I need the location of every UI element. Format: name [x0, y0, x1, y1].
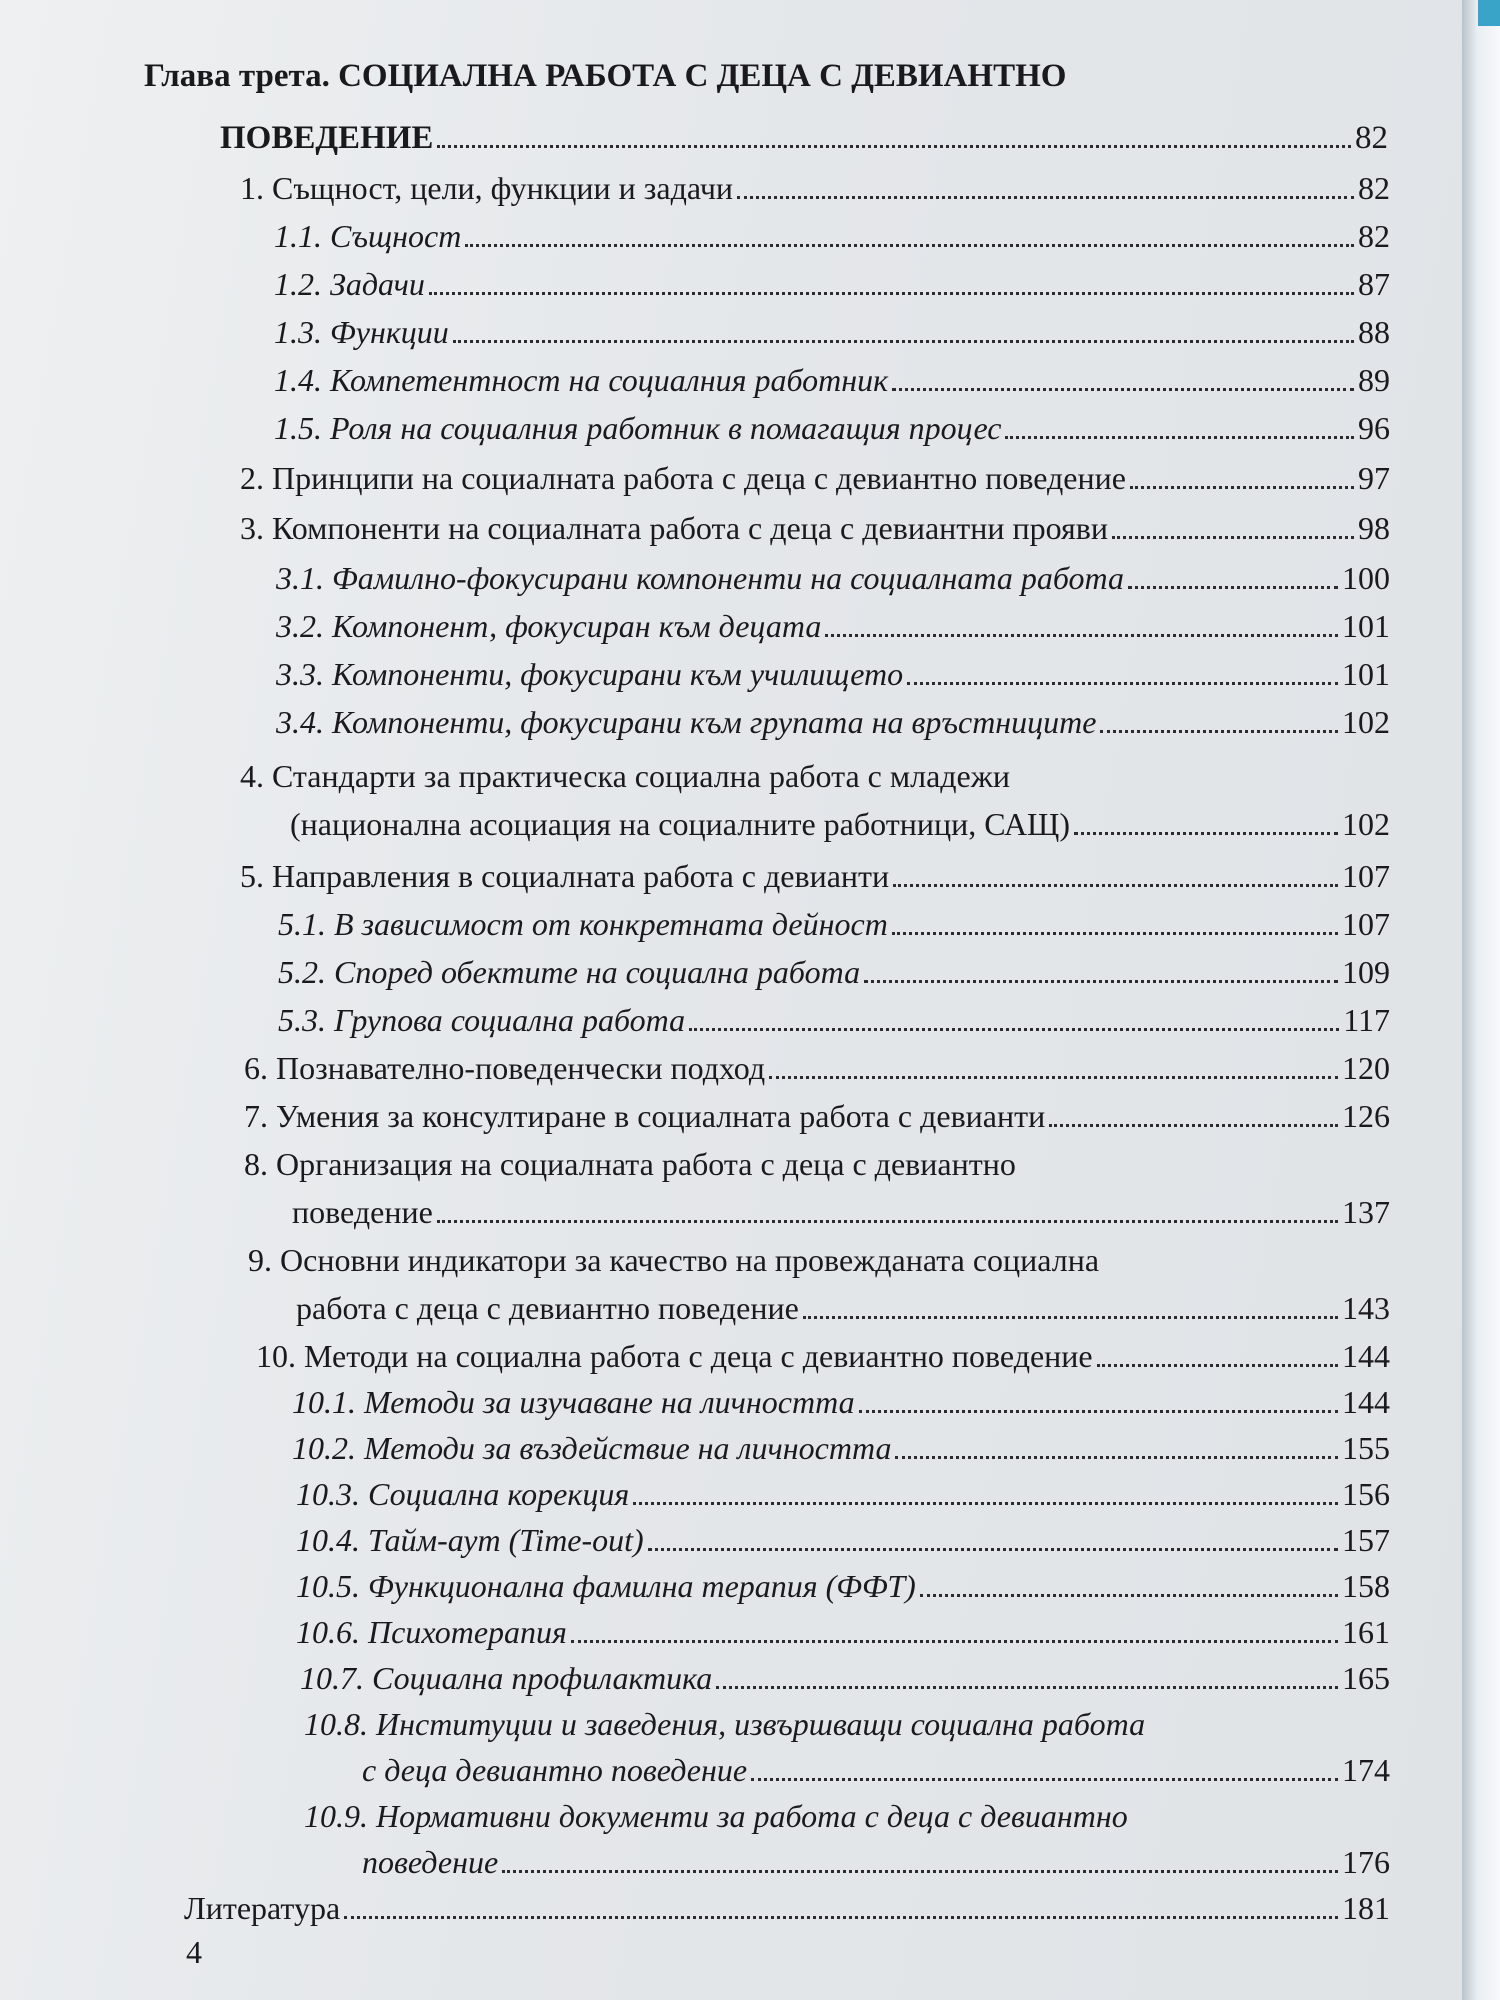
- entry-label: 2. Принципи на социалната работа с деца с девиантно поведение: [240, 460, 1126, 496]
- dot-leader: [1074, 832, 1338, 835]
- page-number: 88: [1358, 314, 1390, 350]
- dot-leader: [803, 1316, 1338, 1319]
- entry-label: 10.5. Функционална фамилна терапия (ФФТ): [296, 1568, 916, 1604]
- toc-entry[interactable]: [274, 408, 1390, 452]
- page-number: 96: [1358, 410, 1390, 446]
- toc-entry[interactable]: [300, 1658, 1390, 1702]
- page-number: 126: [1342, 1098, 1390, 1134]
- entry-label: 5.2. Според обектите на социална работа: [278, 954, 861, 990]
- footer-page-number: 4: [186, 1934, 202, 1970]
- toc-entry[interactable]: [274, 312, 1390, 356]
- page-number: 97: [1358, 460, 1390, 496]
- dot-leader: [1097, 1364, 1338, 1367]
- dot-leader: [1128, 586, 1338, 589]
- cover-corner: [1478, 0, 1500, 26]
- page-number: 158: [1342, 1568, 1390, 1604]
- toc-entry[interactable]: [276, 702, 1390, 746]
- entry-label: 3.2. Компонент, фокусиран към децата: [276, 608, 822, 644]
- entry-label: 3. Компоненти на социалната работа с деца с девиантни прояви: [240, 510, 1108, 546]
- toc-entry[interactable]: [296, 1566, 1390, 1610]
- toc-entry[interactable]: [292, 1192, 1390, 1236]
- dot-leader: [892, 932, 1338, 935]
- entry-label: 1.1. Същност: [274, 218, 462, 254]
- toc-entry[interactable]: [276, 558, 1390, 602]
- toc-entry[interactable]: [296, 1520, 1390, 1564]
- page-number: 107: [1342, 906, 1390, 942]
- toc-entry[interactable]: [276, 606, 1390, 650]
- page-number: 107: [1342, 858, 1390, 894]
- dot-leader: [344, 1916, 1338, 1919]
- entry-label: 3.3. Компоненти, фокусирани към училището: [276, 656, 904, 692]
- page-number: 143: [1342, 1290, 1390, 1326]
- toc-entry[interactable]: [278, 952, 1390, 996]
- entry-label: 10.6. Психотерапия: [296, 1614, 567, 1650]
- dot-leader: [429, 292, 1354, 295]
- toc-entry[interactable]: [244, 1096, 1390, 1140]
- page-number: 144: [1342, 1338, 1390, 1374]
- entry-label: 5.1. В зависимост от конкретната дейност: [278, 906, 888, 942]
- toc-entry[interactable]: [276, 654, 1390, 698]
- dot-leader: [437, 145, 1351, 148]
- page-number: 176: [1342, 1844, 1390, 1880]
- page-number: 157: [1342, 1522, 1390, 1558]
- toc-entry-bibliography[interactable]: [184, 1888, 1390, 1932]
- page-number: 117: [1343, 1002, 1390, 1038]
- entry-label: 1. Същност, цели, функции и задачи: [240, 170, 734, 206]
- toc-entry[interactable]: [362, 1842, 1390, 1886]
- dot-leader: [571, 1640, 1338, 1643]
- dot-leader: [769, 1076, 1338, 1079]
- entry-label: 10.7. Социална профилактика: [300, 1660, 713, 1696]
- entry-label: 10.2. Методи за въздействие на личността: [292, 1430, 892, 1466]
- entry-label: 1.2. Задачи: [274, 266, 425, 302]
- entry-label: 7. Умения за консултиране в социалната работа с девианти: [244, 1098, 1046, 1134]
- page-number: 98: [1358, 510, 1390, 546]
- entry-label: с деца девиантно поведение: [362, 1752, 748, 1788]
- chapter-title-line1: Глава трета. СОЦИАЛНА РАБОТА С ДЕЦА С ДЕВИАНТНО: [144, 58, 1067, 94]
- page-number: 165: [1342, 1660, 1390, 1696]
- page-number: 102: [1342, 806, 1390, 842]
- toc-entry[interactable]: [296, 1288, 1390, 1332]
- dot-leader: [1005, 436, 1354, 439]
- page-number: 101: [1342, 656, 1390, 692]
- page-number: 156: [1342, 1476, 1390, 1512]
- dot-leader: [1100, 730, 1338, 733]
- toc-entry[interactable]: [292, 1428, 1390, 1472]
- page-number: 181: [1342, 1890, 1390, 1926]
- entry-label: работа с деца с девиантно поведение: [296, 1290, 799, 1326]
- dot-leader: [892, 388, 1354, 391]
- dot-leader: [859, 1410, 1338, 1413]
- toc-entry-line1[interactable]: 9. Основни индикатори за качество на провежданата социална: [248, 1242, 1100, 1278]
- dot-leader: [453, 340, 1354, 343]
- entry-label: 10.3. Социална корекция: [296, 1476, 630, 1512]
- page-number: 109: [1342, 954, 1390, 990]
- dot-leader: [737, 196, 1354, 199]
- toc-entry[interactable]: [296, 1474, 1390, 1518]
- toc-entry-line1[interactable]: 8. Организация на социалната работа с деца с девиантно: [244, 1146, 1016, 1182]
- page-number: 155: [1342, 1430, 1390, 1466]
- page-number: 144: [1342, 1384, 1390, 1420]
- page-number: 101: [1342, 608, 1390, 644]
- dot-leader: [825, 634, 1338, 637]
- toc-entry[interactable]: [290, 804, 1390, 848]
- page-number: 87: [1358, 266, 1390, 302]
- book-edge: [1462, 0, 1500, 2000]
- dot-leader: [895, 1456, 1338, 1459]
- toc-entry[interactable]: [240, 458, 1390, 502]
- dot-leader: [716, 1686, 1338, 1689]
- toc-entry[interactable]: [240, 508, 1390, 552]
- entry-label: 1.3. Функции: [274, 314, 449, 350]
- toc-entry[interactable]: [296, 1612, 1390, 1656]
- dot-leader: [1130, 486, 1354, 489]
- page-number: 120: [1342, 1050, 1390, 1086]
- dot-leader: [864, 980, 1338, 983]
- page-number: 82: [1358, 218, 1390, 254]
- toc-entry[interactable]: [292, 1382, 1390, 1426]
- toc-entry[interactable]: [278, 1000, 1390, 1044]
- dot-leader: [437, 1220, 1338, 1223]
- toc-entry[interactable]: [274, 216, 1390, 260]
- entry-label: поведение: [362, 1844, 499, 1880]
- entry-label: 6. Познавателно-поведенчески подход: [244, 1050, 766, 1086]
- chapter-title-line2: ПОВЕДЕНИЕ: [220, 120, 434, 156]
- dot-leader: [648, 1548, 1338, 1551]
- toc-entry-line1[interactable]: 10.8. Институции и заведения, извършващи социална работа: [304, 1706, 1146, 1742]
- toc-entry[interactable]: [362, 1750, 1390, 1794]
- toc-entry[interactable]: [256, 1336, 1390, 1380]
- dot-leader: [1112, 536, 1354, 539]
- dot-leader: [1049, 1124, 1338, 1127]
- page-number: 82: [1358, 170, 1390, 206]
- entry-label: 10.1. Методи за изучаване на личността: [292, 1384, 855, 1420]
- dot-leader: [502, 1870, 1338, 1873]
- toc-entry[interactable]: [278, 904, 1390, 948]
- toc-entry[interactable]: [240, 168, 1390, 212]
- entry-label: 10. Методи на социална работа с деца с девиантно поведение: [256, 1338, 1093, 1374]
- entry-label: 3.1. Фамилно-фокусирани компоненти на социалната работа: [276, 560, 1124, 596]
- dot-leader: [633, 1502, 1338, 1505]
- entry-label: (национална асоциация на социалните работници, САЩ): [290, 806, 1070, 842]
- toc-entry-line1[interactable]: 4. Стандарти за практическа социална работа с младежи: [240, 758, 1010, 794]
- page-number: 82: [1355, 120, 1388, 156]
- page-number: 174: [1342, 1752, 1390, 1788]
- toc-entry[interactable]: [244, 1048, 1390, 1092]
- entry-label: Литература: [184, 1890, 341, 1926]
- chapter-title-entry[interactable]: [220, 118, 1388, 162]
- toc-entry[interactable]: [240, 856, 1390, 900]
- toc-entry[interactable]: [274, 264, 1390, 308]
- toc-entry-line1[interactable]: 10.9. Нормативни документи за работа с деца с девиантно: [304, 1798, 1128, 1834]
- page-number: 102: [1342, 704, 1390, 740]
- entry-label: 10.4. Тайм-аут (Time-out): [296, 1522, 644, 1558]
- dot-leader: [465, 244, 1354, 247]
- dot-leader: [907, 682, 1338, 685]
- page-number: 137: [1342, 1194, 1390, 1230]
- entry-label: 1.4. Компетентност на социалния работник: [274, 362, 889, 398]
- page-number: 89: [1358, 362, 1390, 398]
- dot-leader: [893, 884, 1338, 887]
- toc-entry[interactable]: [274, 360, 1390, 404]
- entry-label: поведение: [292, 1194, 433, 1230]
- page-number: 100: [1342, 560, 1390, 596]
- entry-label: 3.4. Компоненти, фокусирани към групата на връстниците: [276, 704, 1097, 740]
- dot-leader: [920, 1594, 1338, 1597]
- page-number: 161: [1342, 1614, 1390, 1650]
- dot-leader: [689, 1028, 1339, 1031]
- entry-label: 1.5. Роля на социалния работник в помагащия процес: [274, 410, 1002, 446]
- entry-label: 5.3. Групова социална работа: [278, 1002, 686, 1038]
- dot-leader: [751, 1778, 1338, 1781]
- entry-label: 5. Направления в социалната работа с девианти: [240, 858, 890, 894]
